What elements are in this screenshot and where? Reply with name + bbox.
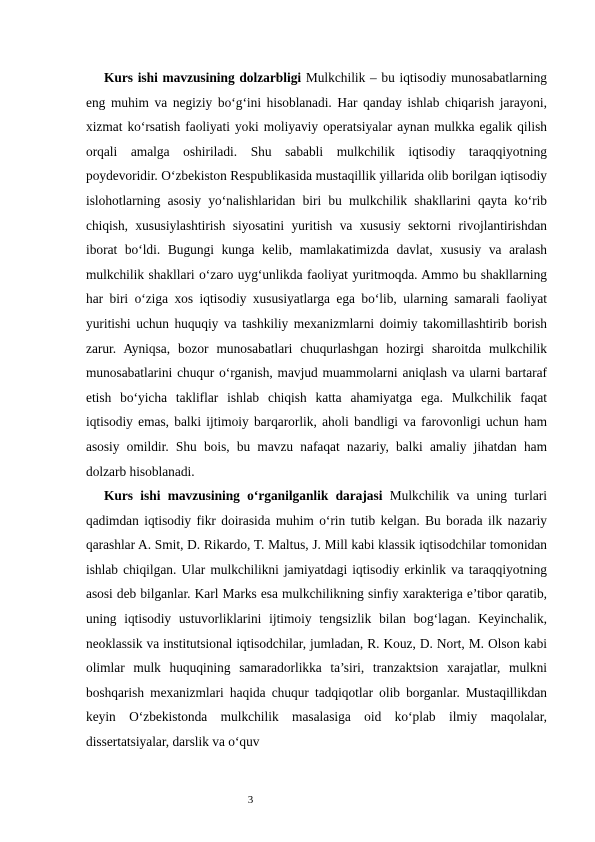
section-heading-study-level: Kurs ishi mavzusining o‘rganilganlik darajasi (104, 488, 383, 504)
paragraph-study-level (86, 484, 547, 755)
paragraph-text-study-level: Mulkchilik va uning turlari qadimdan iqtisodiy fikr doirasida muhim o‘rin tutib kelgan. Bu borada ilk nazariy qarashlar A. Smit, D. Rikardo, T. Maltus, J. Mill kabi klassik iqtisodchilar tomonidan ishlab chiqilgan. Ular mulkchilikni jamiyatdagi iqtisodiy erkinlik va taraqqiyotning asosi deb bilganlar. Karl Marks esa mulkchilikning sinfiy xarakteriga e’tibor qaratib, uning iqtisodiy ustuvorliklarini ijtimoiy tengsizlik bilan bog‘lagan. Keyinchalik, neoklassik va institutsional iqtisodchilar, jumladan, R. Kouz, D. Nort, M. Olson kabi olimlar mulk huquqining samaradorlikka ta’siri, tranzaktsion xarajatlar, mulkni boshqarish mexanizmlari haqida chuqur tadqiqotlar olib borganlar. Mustaqillikdan keyin O‘zbekistonda mulkchilik masalasiga oid ko‘plab ilmiy maqolalar, dissertatsiyalar, darslik va o‘quv (86, 488, 547, 750)
paragraph-text-relevance: Mulkchilik – bu iqtisodiy munosabatlarning eng muhim va negiziy bo‘g‘ini hisoblanadi. Har qanday ishlab chiqarish jarayoni, xizmat ko‘rsatish faoliyati yoki moliyaviy operatsiyalar aynan mulkka egalik qilish orqali amalga oshiriladi. Shu sababli mulkchilik iqtisodiy taraqqiyotning poydevoridir. O‘zbekiston Respublikasida mustaqillik yillarida olib borilgan iqtisodiy islohotlarning asosiy yo‘nalishlaridan biri bu mulkchilik shakllarini qayta ko‘rib chiqish, xususiylashtirish siyosatini yuritish va xususiy sektorni rivojlantirishdan iborat bo‘ldi. Bugungi kunga kelib, mamlakatimizda davlat, xususiy va aralash mulkchilik shakllari o‘zaro uyg‘unlikda faoliyat yuritmoqda. Ammo bu shakllarning har biri o‘ziga xos iqtisodiy xususiyatlarga ega bo‘lib, ularning samarali faoliyat yuritishi uchun huquqiy va tashkiliy mexanizmlarni doimiy takomillashtirib borish zarur. Ayniqsa, bozor munosabatlari chuqurlashgan hozirgi sharoitda mulkchilik munosabatlarini chuqur o‘rganish, mavjud muammolarni aniqlash va ularni bartaraf etish bo‘yicha takliflar ishlab chiqish katta ahamiyatga ega. Mulkchilik faqat iqtisodiy emas, balki ijtimoiy barqarorlik, aholi bandligi va farovonligi uchun ham asosiy omildir. Shu bois, bu mavzu nafaqat nazariy, balki amaliy jihatdan ham dolzarb hisoblanadi. (86, 70, 548, 479)
document-body (86, 66, 547, 755)
section-heading-relevance: Kurs ishi mavzusining dolzarbligi (104, 70, 302, 85)
page-number: 3 (247, 794, 254, 806)
paragraph-relevance (86, 66, 547, 484)
